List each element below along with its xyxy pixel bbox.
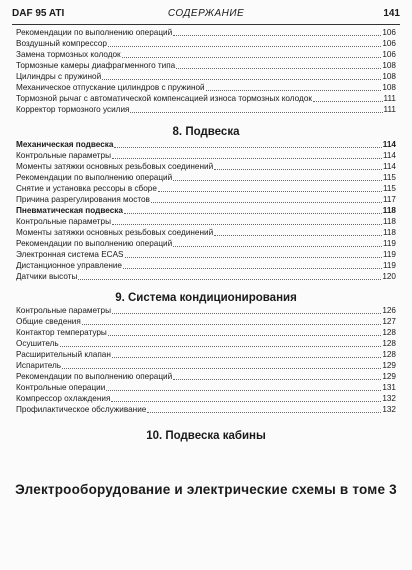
toc-entry-page: 111: [383, 105, 396, 114]
toc-dot-leader: [206, 90, 382, 91]
toc-entry-title: Компрессор охлаждения: [16, 394, 111, 403]
toc-entry-title: Общие сведения: [16, 317, 81, 326]
toc-dot-leader: [106, 390, 381, 391]
toc-entry-page: 132: [382, 394, 396, 403]
toc-entry-title: Воздушный компрессор: [16, 39, 107, 48]
toc-entry-page: 108: [382, 72, 396, 81]
toc-entry: [16, 216, 396, 227]
toc-entry-page: 119: [382, 239, 396, 248]
toc-entry: [16, 382, 396, 393]
toc-entry-page: 131: [382, 383, 396, 392]
toc-entry-page: 120: [382, 272, 396, 281]
toc-entry-title: Рекомендации по выполнению операций: [16, 372, 173, 381]
toc-entry: [16, 249, 396, 260]
toc-entry: [16, 205, 396, 216]
toc-entry-title: Цилиндры с пружиной: [16, 72, 102, 81]
toc-dot-leader: [124, 213, 382, 214]
toc-entry: [16, 60, 396, 71]
toc-dot-leader: [112, 313, 381, 314]
toc-entry-page: 119: [382, 250, 396, 259]
toc-section-8: [16, 139, 396, 282]
toc-entry: [16, 38, 396, 49]
toc-entry-title: Дистанционное управление: [16, 261, 122, 270]
toc-dot-leader: [173, 246, 382, 247]
toc-entry: [16, 93, 396, 104]
toc-dot-leader: [82, 324, 382, 325]
toc-dot-leader: [151, 202, 382, 203]
toc-dot-leader: [313, 101, 383, 102]
toc-entry-page: 114: [382, 140, 396, 149]
toc-dot-leader: [147, 412, 381, 413]
header-rule: [12, 24, 400, 25]
toc-dot-leader: [130, 112, 382, 113]
toc-entry-title: Контрольные параметры: [16, 151, 111, 160]
toc-entry-page: 128: [382, 339, 396, 348]
toc-entry-title: Расширительный клапан: [16, 350, 111, 359]
toc-entry: [16, 349, 396, 360]
toc-dot-leader: [108, 335, 382, 336]
toc-dot-leader: [173, 379, 381, 380]
toc-dot-leader: [158, 191, 382, 192]
toc-entry: [16, 27, 396, 38]
toc-entry: [16, 183, 396, 194]
toc-entry-page: 132: [382, 405, 396, 414]
toc-dot-leader: [112, 224, 382, 225]
toc-dot-leader: [114, 147, 381, 148]
toc-entry-page: 117: [382, 195, 396, 204]
toc-entry: [16, 82, 396, 93]
toc-dot-leader: [173, 180, 382, 181]
header-title: СОДЕРЖАНИЕ: [167, 8, 245, 19]
toc-entry: [16, 49, 396, 60]
toc-entry-page: 128: [382, 350, 396, 359]
toc-dot-leader: [60, 346, 382, 347]
toc-entry-page: 106: [382, 50, 396, 59]
toc-entry-title: Профилактическое обслуживание: [16, 405, 147, 414]
toc-entry-page: 115: [382, 184, 396, 193]
toc-entry: [16, 161, 396, 172]
toc-entry-page: 129: [382, 361, 396, 370]
toc-entry-page: 126: [382, 306, 396, 315]
toc-entry-title: Испаритель: [16, 361, 62, 370]
toc-entry: [16, 305, 396, 316]
toc-entry-title: Тормозные камеры диафрагменного типа: [16, 61, 176, 70]
toc-entry-title: Механическое отпускание цилиндров с пружиной: [16, 83, 205, 92]
header-model: DAF 95 ATI: [12, 8, 65, 19]
toc-entry-title: Механическая подвеска: [16, 140, 114, 149]
section-8-title: 8. Подвеска: [172, 126, 240, 138]
toc-section-9: [16, 305, 396, 415]
toc-dot-leader: [108, 46, 381, 47]
toc-dot-leader: [78, 279, 381, 280]
toc-entry-page: 115: [382, 173, 396, 182]
section-10-title: 10. Подвеска кабины: [146, 430, 266, 442]
toc-brakes-continued: [16, 27, 396, 115]
toc-entry-page: 108: [382, 83, 396, 92]
toc-entry-title: Рекомендации по выполнению операций: [16, 28, 173, 37]
toc-entry-page: 114: [382, 151, 396, 160]
toc-entry: [16, 316, 396, 327]
toc-entry-page: 111: [383, 94, 396, 103]
toc-entry-title: Контрольные операции: [16, 383, 106, 392]
toc-dot-leader: [123, 268, 382, 269]
toc-dot-leader: [173, 35, 381, 36]
toc-entry: [16, 404, 396, 415]
toc-entry-page: 119: [382, 261, 396, 270]
toc-entry: [16, 271, 396, 282]
toc-entry-title: Осушитель: [16, 339, 59, 348]
toc-entry-page: 106: [382, 28, 396, 37]
toc-dot-leader: [176, 68, 381, 69]
toc-entry: [16, 227, 396, 238]
toc-entry-page: 129: [382, 372, 396, 381]
toc-entry-title: Пневматическая подвеска: [16, 206, 123, 215]
toc-dot-leader: [102, 79, 381, 80]
toc-entry-title: Моменты затяжки основных резьбовых соединений: [16, 228, 214, 237]
toc-entry-title: Рекомендации по выполнению операций: [16, 173, 173, 182]
header-page-number: 141: [383, 8, 400, 19]
toc-entry: [16, 393, 396, 404]
toc-entry: [16, 238, 396, 249]
toc-dot-leader: [214, 235, 382, 236]
toc-dot-leader: [111, 401, 381, 402]
toc-entry: [16, 260, 396, 271]
toc-entry-page: 128: [382, 328, 396, 337]
toc-dot-leader: [112, 357, 381, 358]
toc-entry-title: Контактор температуры: [16, 328, 107, 337]
toc-entry-page: 108: [382, 61, 396, 70]
toc-entry-title: Тормозной рычаг с автоматической компенсацией износа тормозных колодок: [16, 94, 312, 103]
toc-entry-page: 114: [382, 162, 396, 171]
toc-entry: [16, 194, 396, 205]
toc-entry-title: Причина разрегулирования мостов: [16, 195, 150, 204]
toc-entry: [16, 172, 396, 183]
toc-entry-page: 127: [382, 317, 396, 326]
toc-entry: [16, 71, 396, 82]
toc-dot-leader: [112, 158, 382, 159]
toc-entry-title: Контрольные параметры: [16, 217, 111, 226]
toc-entry: [16, 327, 396, 338]
toc-dot-leader: [125, 257, 382, 258]
toc-entry-title: Датчики высоты: [16, 272, 78, 281]
toc-dot-leader: [62, 368, 381, 369]
toc-entry-title: Рекомендации по выполнению операций: [16, 239, 173, 248]
toc-entry-page: 118: [382, 206, 396, 215]
toc-entry-title: Снятие и установка рессоры в сборе: [16, 184, 157, 193]
toc-entry-page: 118: [382, 217, 396, 226]
toc-entry-page: 118: [382, 228, 396, 237]
toc-entry-title: Моменты затяжки основных резьбовых соединений: [16, 162, 214, 171]
section-9-title: 9. Система кондиционирования: [115, 292, 297, 304]
toc-entry: [16, 360, 396, 371]
toc-entry: [16, 150, 396, 161]
toc-entry-title: Замена тормозных колодок: [16, 50, 121, 59]
toc-dot-leader: [214, 169, 382, 170]
toc-entry: [16, 139, 396, 150]
toc-entry-title: Электронная система ECAS: [16, 250, 124, 259]
footer-note: Электрооборудование и электрические схемы в томе 3: [15, 482, 397, 497]
toc-entry-title: Контрольные параметры: [16, 306, 111, 315]
toc-dot-leader: [122, 57, 382, 58]
toc-entry: [16, 338, 396, 349]
toc-entry: [16, 371, 396, 382]
toc-entry: [16, 104, 396, 115]
toc-entry-title: Корректор тормозного усилия: [16, 105, 130, 114]
toc-entry-page: 106: [382, 39, 396, 48]
